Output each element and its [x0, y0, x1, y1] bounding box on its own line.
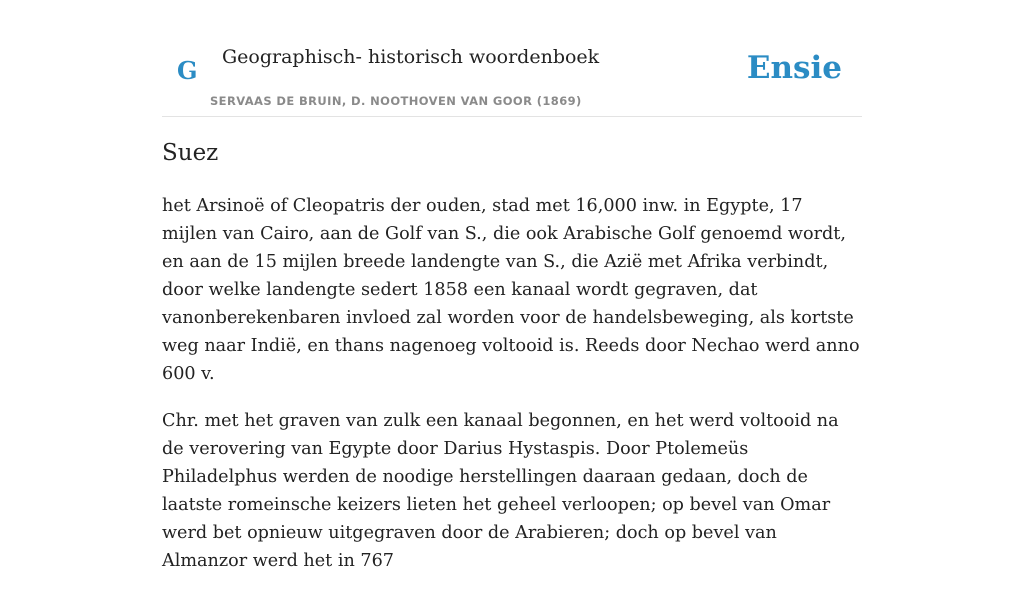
entry-title: Suez — [162, 140, 219, 166]
ensie-logo[interactable]: Ensie — [746, 50, 842, 86]
book-author: SERVAAS DE BRUIN, D. NOOTHOVEN VAN GOOR (1869) — [210, 94, 582, 108]
entry-paragraph: Chr. met het graven van zulk een kanaal begonnen, en het werd voltooid na de verovering van Egypte door Darius Hystaspis. Door Ptolemeüs Philadelphus werden de noodige herstellingen daaraan gedaan, doch de laatste romeinsche keizers lieten het geheel verloopen; op bevel van Omar werd bet opnieuw uitgegraven door de Arabieren; doch op bevel van Almanzor werd het in 767 — [162, 411, 839, 571]
book-title-link[interactable]: Geographisch- historisch woordenboek — [222, 46, 600, 68]
entry-content — [162, 192, 862, 594]
page-header — [162, 0, 862, 117]
entry-paragraph: het Arsinoë of Cleopatris der ouden, stad met 16,000 inw. in Egypte, 17 mijlen van Cairo, aan de Golf van S., die ook Arabische Golf genoemd wordt, en aan de 15 mijlen breede landengte van S., die Azië met Afrika verbindt, door welke landengte sedert 1858 een kanaal wordt gegraven, dat vanonberekenbaren invloed zal worden voor de handelsbeweging, als kortste weg naar Indië, en thans nagenoeg voltooid is. Reeds door Nechao werd anno 600 v. — [162, 196, 860, 384]
book-logo-icon[interactable]: G — [177, 56, 198, 85]
